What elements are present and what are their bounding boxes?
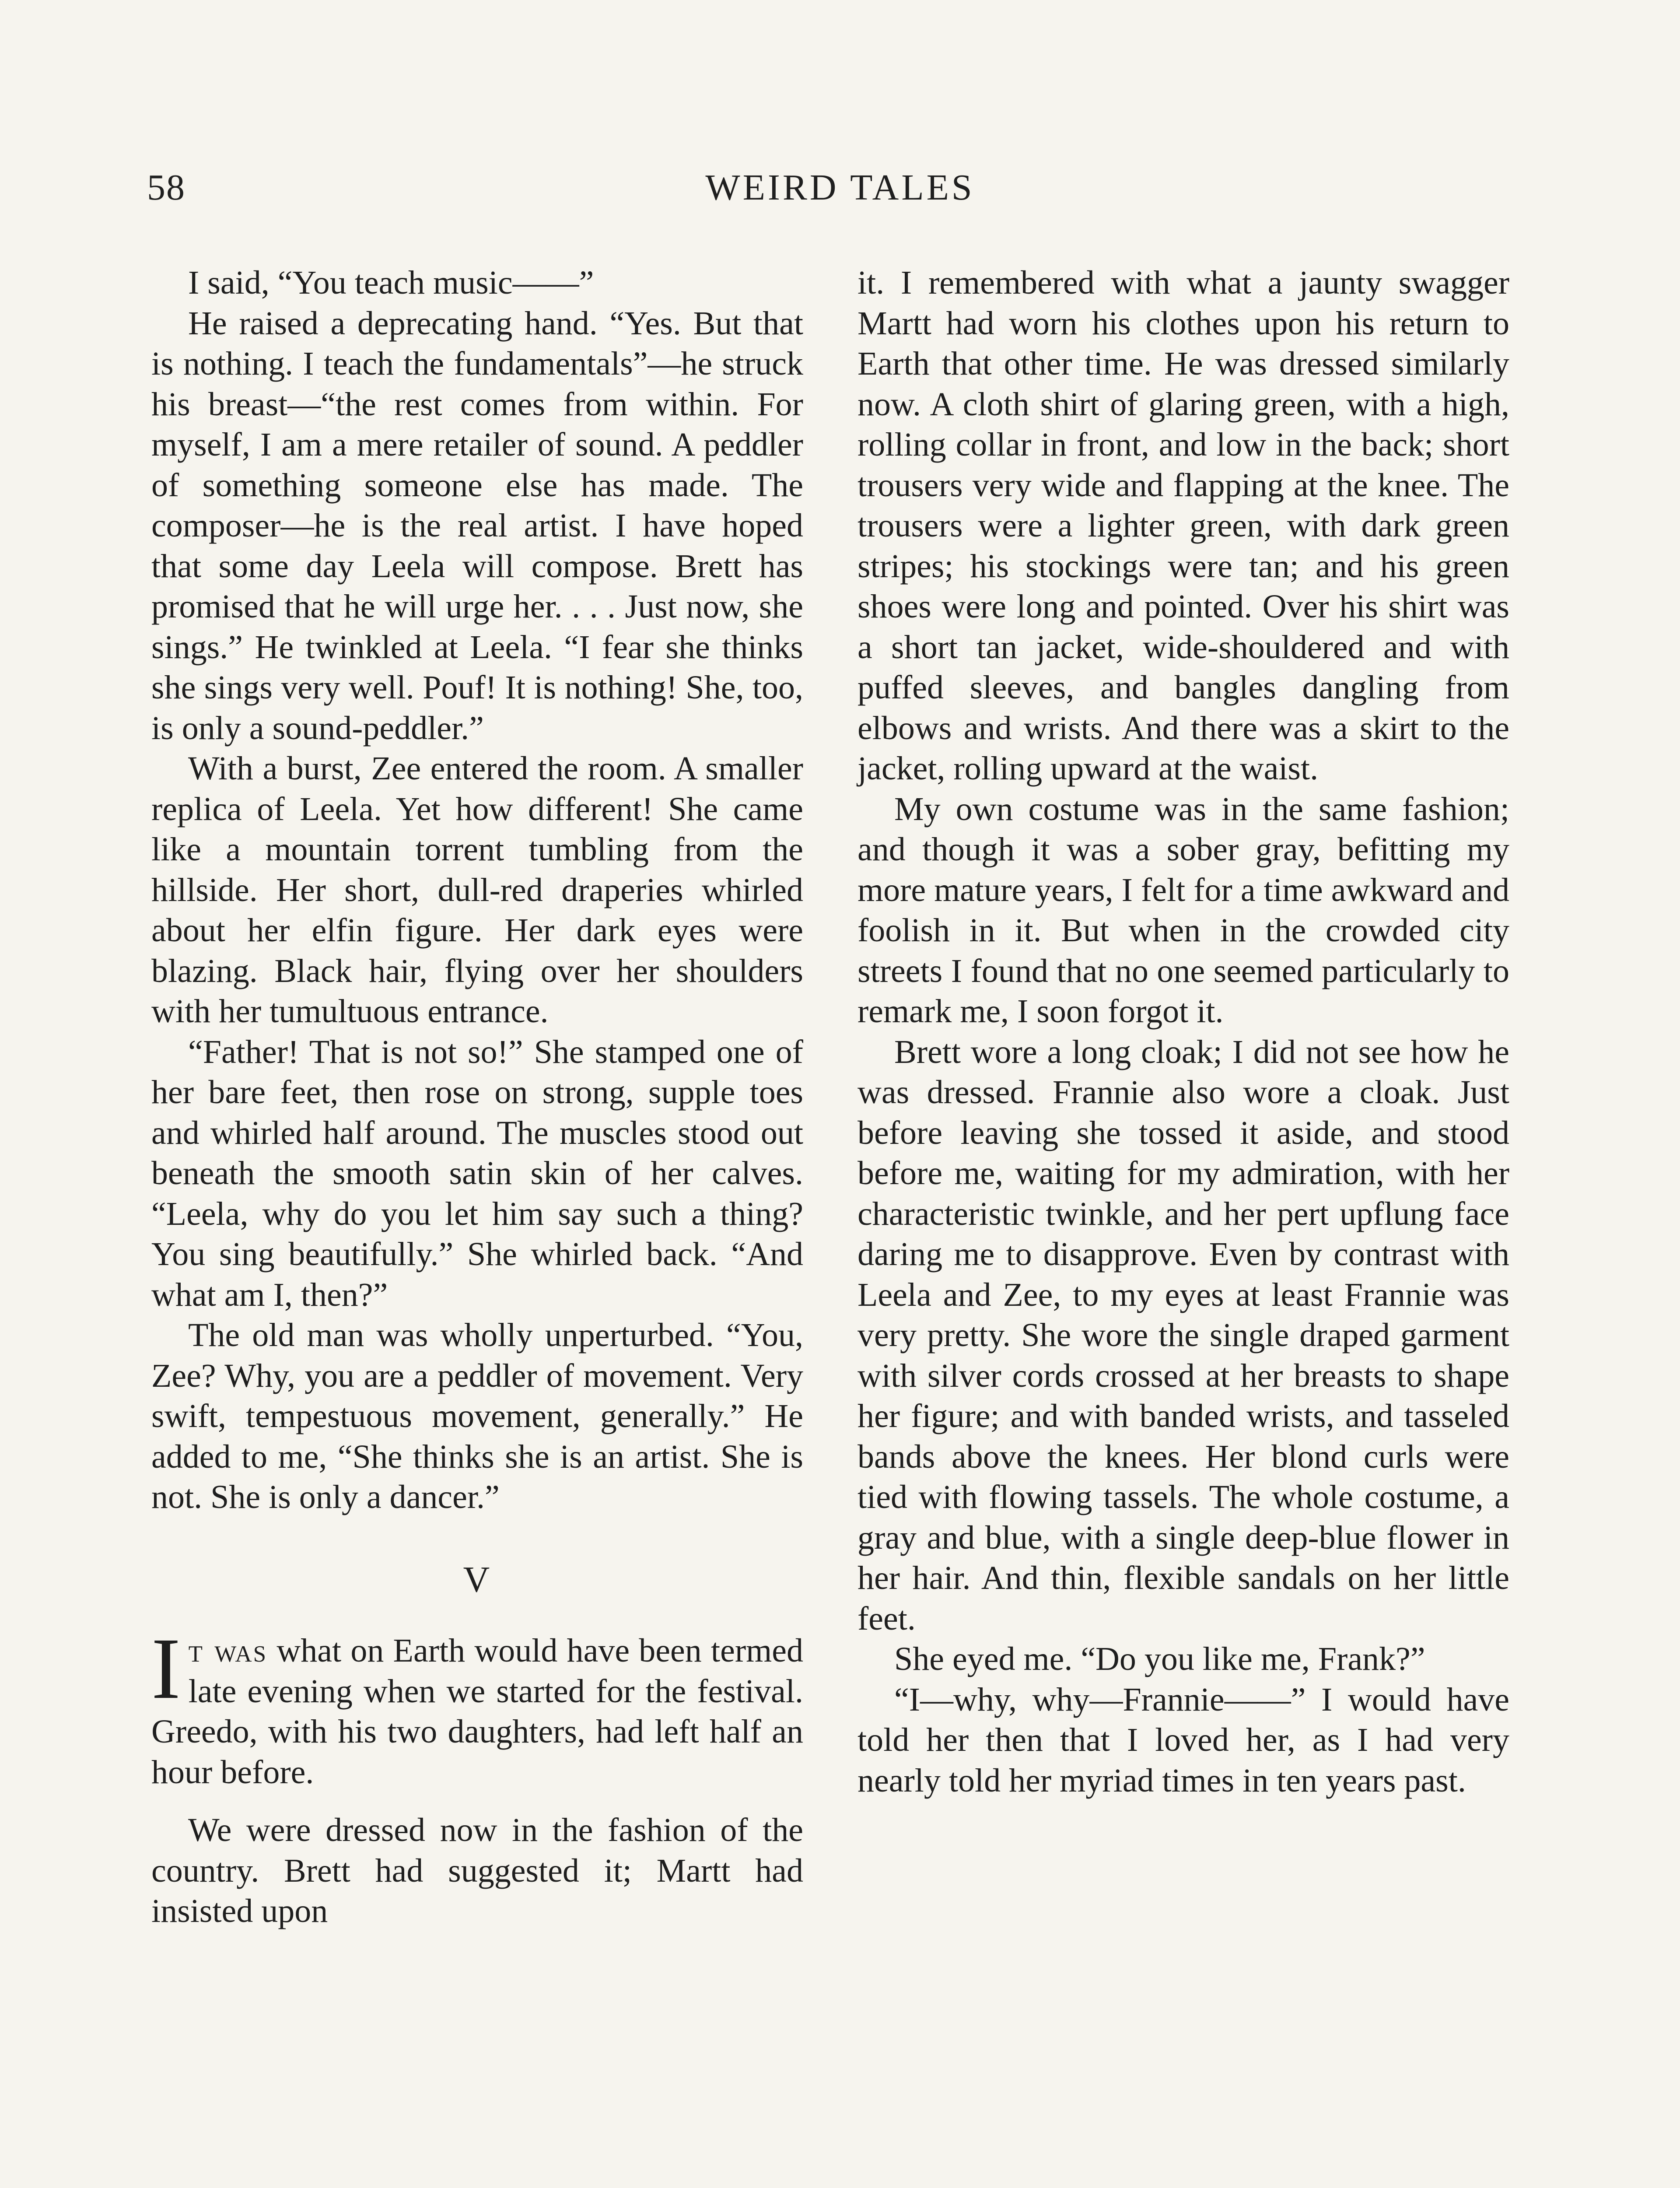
paragraph: She eyed me. “Do you like me, Frank?” xyxy=(894,1641,1425,1677)
paragraph: With a burst, Zee entered the room. A smaller replica of Leela. Yet how different! She came like a mountain torrent tumbling from the hillside. Her short, dull-red draperies whirled about her elfin figure. Her dark eyes were blazing. Black hair, flying over her shoulders with her tumultuous entrance. xyxy=(151,750,803,1030)
paragraph: The old man was wholly unperturbed. “You, Zee? Why, you are a peddler of movement. Very swift, tempestuous movement, generally.” He added to me, “She thinks she is an artist. She is not. She is only a dancer.” xyxy=(151,1317,803,1515)
paragraph: Brett wore a long cloak; I did not see how he was dressed. Frannie also wore a cloak. Just before leaving she tossed it aside, and stood before me, waiting for my admiration, with her characteristic twinkle, and her pert upflung face daring me to disapprove. Even by contrast with Leela and Zee, to my eyes at least Frannie was very pretty. She wore the single draped garment with silver cords crossed at her breasts to shape her figure; and with banded wrists, and tasseled bands above the knees. Her blond curls were tied with flowing tassels. The whole costume, a gray and blue, with a single deep-blue flower in her hair. And thin, flexible sandals on her little feet. xyxy=(858,1033,1509,1637)
paragraph: “Father! That is not so!” She stamped one of her bare feet, then rose on strong, supple toes and whirled half around. The muscles stood out beneath the smooth satin skin of her calves. “Leela, why do you let him say such a thing? You sing beautifully.” She whirled back. “And what am I, then?” xyxy=(151,1033,803,1313)
paragraph: I said, “You teach music——” xyxy=(188,264,594,301)
page-header xyxy=(147,166,1533,223)
paragraph: My own costume was in the same fashion; and though it was a sober gray, befitting my more mature years, I felt for a time awkward and foolish in it. But when in the crowded city streets I found that no one seemed particularly to remark me, I soon forgot it. xyxy=(858,790,1509,1030)
page-number: 58 xyxy=(147,167,186,208)
paragraph-text: what on Earth would have been termed late evening when we started for the festival. Greedo, with his two daughters, had left half an hour before. xyxy=(151,1632,803,1791)
section-number: V xyxy=(463,1559,492,1600)
paragraph: He raised a deprecating hand. “Yes. But that is nothing. I teach the fundamentals”—he struck his breast—“the rest comes from within. For myself, I am a mere retailer of sound. A peddler of something someone else has made. The composer—he is the real artist. I have hoped that some day Leela will compose. Brett has promised that he will urge her. . . . Just now, she sings.” He twinkled at Leela. “I fear she thinks she sings very well. Pouf! It is nothing! She, too, is only a sound-peddler.” xyxy=(151,305,803,747)
left-column xyxy=(151,263,803,1932)
drop-cap: I xyxy=(151,1620,181,1717)
paragraph: “I—why, why—Frannie——” I would have told her then that I loved her, as I had very nearly told her myriad times in ten years past. xyxy=(858,1681,1509,1799)
small-caps-lead: t was xyxy=(188,1632,268,1669)
paragraph: it. I remembered with what a jaunty swagger Martt had worn his clothes upon his return to Earth that other time. He was dressed similarly now. A cloth shirt of glaring green, with a high, rolling collar in front, and low in the back; short trousers very wide and flapping at the knee. The trousers were a lighter green, with dark green stripes; his stockings were tan; and his green shoes were long and pointed. Over his shirt was a short tan jacket, wide-shouldered and with puffed sleeves, and bangles dangling from elbows and wrists. And there was a skirt to the jacket, rolling upward at the waist. xyxy=(858,264,1509,787)
right-column xyxy=(858,263,1509,1801)
running-title: WEIRD TALES xyxy=(705,167,975,208)
paragraph: We were dressed now in the fashion of the country. Brett had suggested it; Martt had insisted upon xyxy=(151,1812,803,1929)
opening-paragraph xyxy=(151,1620,803,1792)
